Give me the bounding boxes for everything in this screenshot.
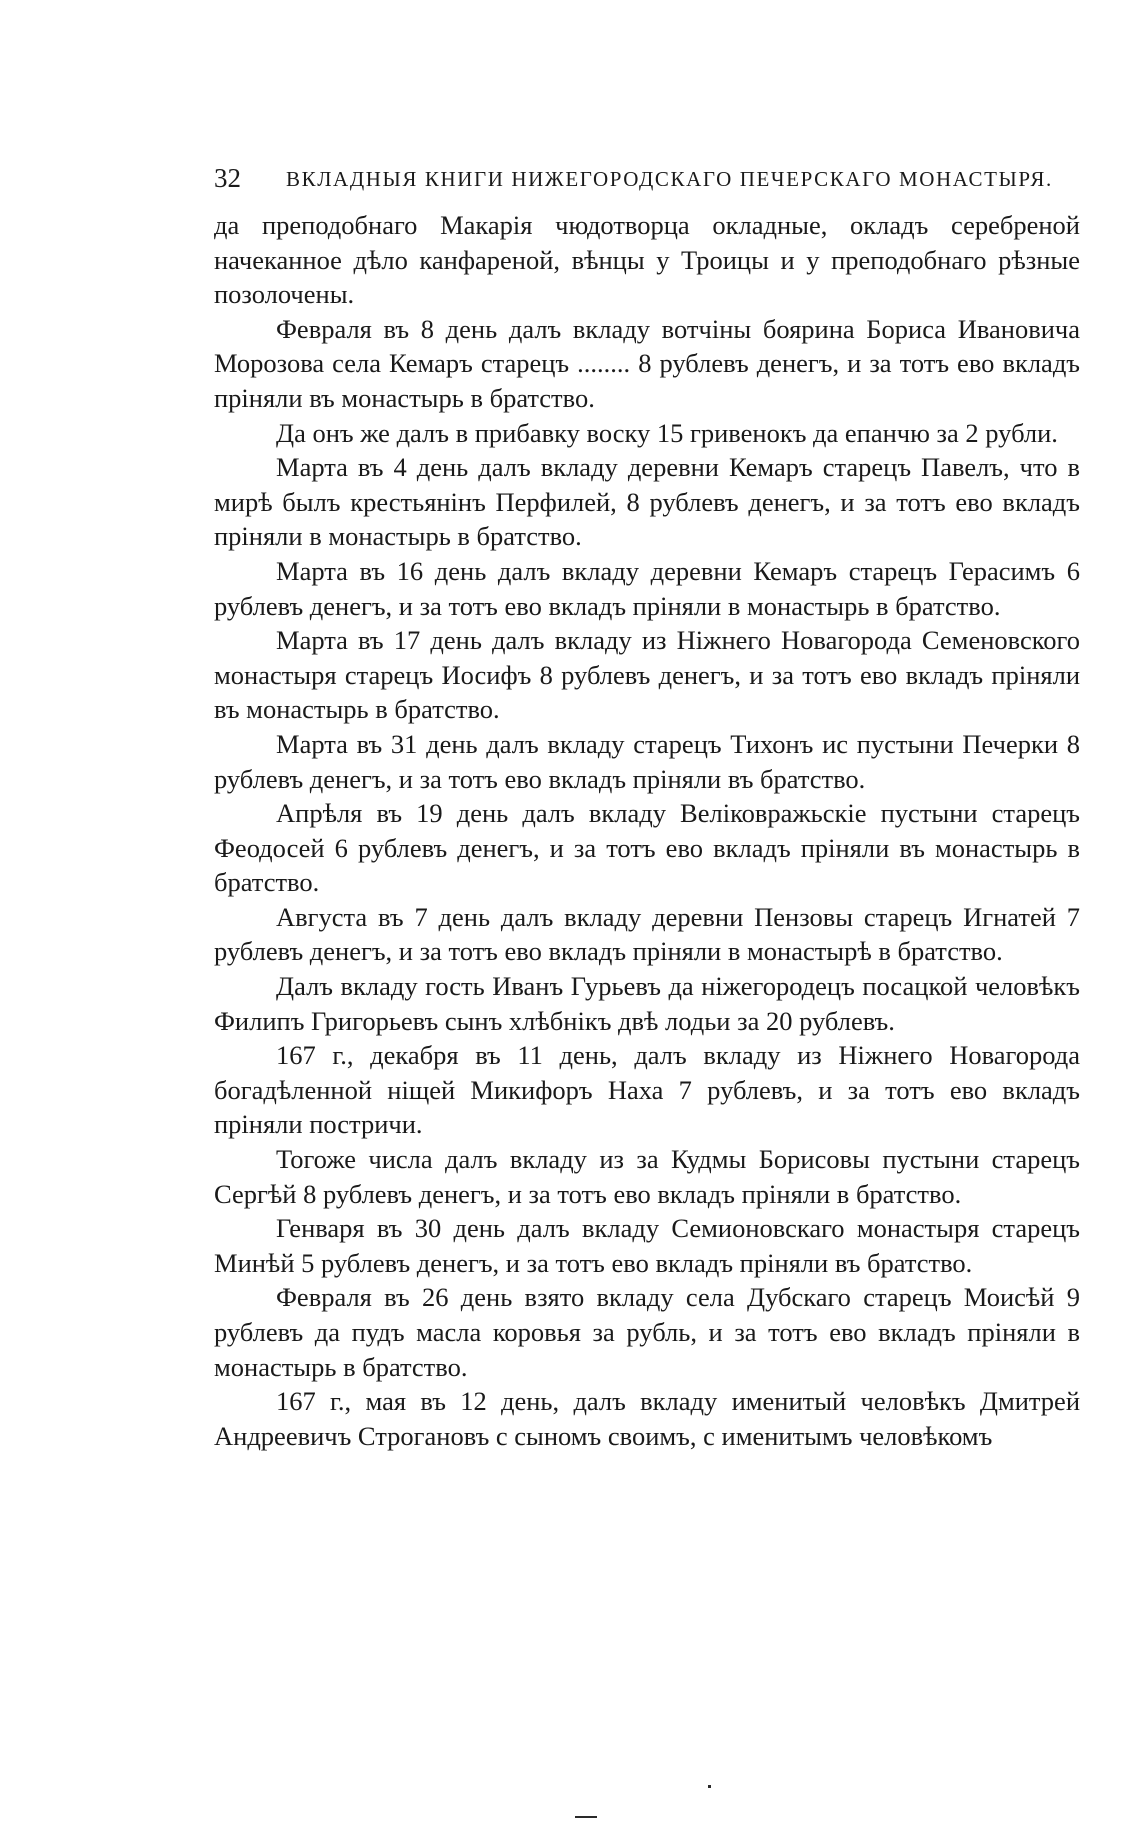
paragraph: Февраля въ 8 день далъ вкладу вотчіны боярина Бориса Ивановича Морозова села Кемаръ старецъ ........ 8 рублевъ денегъ, и за тотъ ево вкладъ пріняли въ монастырь в братство. xyxy=(214,313,1080,413)
scan-speck xyxy=(708,1785,711,1788)
running-title: ВКЛАДНЫЯ КНИГИ НИЖЕГОРОДСКАГО ПЕЧЕРСКАГО МОНАСТЫРЯ. xyxy=(286,167,1053,191)
paragraph: 167 г., мая въ 12 день, далъ вкладу именитый человѣкъ Дмитрей Андреевичъ Строгановъ с сыномъ своимъ, с именитымъ человѣкомъ xyxy=(214,1386,1080,1451)
paragraph: Марта въ 4 день далъ вкладу деревни Кемаръ старецъ Павелъ, что в мирѣ былъ крестьянінъ Перфилей, 8 рублевъ денегъ, и за тотъ ево вкладъ пріняли в монастырь в братство. xyxy=(214,452,1080,552)
paragraph: Марта въ 31 день далъ вкладу старецъ Тихонъ ис пустыни Печерки 8 рублевъ денегъ, и за тотъ ево вкладъ пріняли въ братство. xyxy=(214,728,1080,794)
paragraph: Генваря въ 30 день далъ вкладу Семионовскаго монастыря старецъ Минѣй 5 рублевъ денегъ, и за тотъ ево вкладъ пріняли въ братство. xyxy=(214,1213,1080,1278)
paragraph: Да онъ же далъ в прибавку воску 15 гривенокъ да епанчю за 2 рубли. xyxy=(276,417,1058,448)
paragraph: Августа въ 7 день далъ вкладу деревни Пензовы старецъ Игнатей 7 рублевъ денегъ, и за тотъ ево вкладъ пріняли в монастырѣ в братство. xyxy=(214,901,1080,967)
body-text xyxy=(214,208,1080,1453)
page-number: 32 xyxy=(214,163,241,193)
paragraph: Апрѣля въ 19 день далъ вкладу Веліковражьскіе пустыни старецъ Феодосей 6 рублевъ денегъ, и за тотъ ево вкладъ пріняли въ монастырь в братство. xyxy=(214,798,1080,898)
page-header xyxy=(214,158,1080,198)
paragraph: Марта въ 16 день далъ вкладу деревни Кемаръ старецъ Герасимъ 6 рублевъ денегъ, и за тотъ ево вкладъ пріняли в монастырь в братство. xyxy=(214,555,1080,621)
paragraph: Марта въ 17 день далъ вкладу из Ніжнего Новагорода Семеновского монастыря старецъ Иосифъ 8 рублевъ денегъ, и за тотъ ево вкладъ пріняли въ монастырь в братство. xyxy=(214,625,1080,725)
paragraph: Далъ вкладу гость Иванъ Гурьевъ да ніжегородецъ посацкой человѣкъ Филипъ Григорьевъ сынъ хлѣбнікъ двѣ лодьи за 20 рублевъ. xyxy=(214,971,1080,1036)
paragraph: Тогоже числа далъ вкладу из за Кудмы Борисовы пустыни старецъ Сергѣй 8 рублевъ денегъ, и за тотъ ево вкладъ пріняли в братство. xyxy=(214,1144,1080,1209)
paragraph: 167 г., декабря въ 11 день, далъ вкладу из Ніжнего Новагорода богадѣленной нiщей Микифоръ Наха 7 рублевъ, и за тотъ ево вкладъ пріняли постричи. xyxy=(214,1040,1080,1140)
scan-speck xyxy=(575,1816,597,1818)
paragraph: да преподобнаго Макарія чюдотворца окладные, окладъ серебреной начеканное дѣло канфареной, вѣнцы у Троицы и у преподобнаго рѣзные позолочены. xyxy=(214,210,1080,310)
paragraph: Февраля въ 26 день взято вкладу села Дубскаго старецъ Моисѣй 9 рублевъ да пудъ масла коровья за рубль, и за тотъ ево вкладъ пріняли в монастырь в братство. xyxy=(214,1282,1080,1382)
